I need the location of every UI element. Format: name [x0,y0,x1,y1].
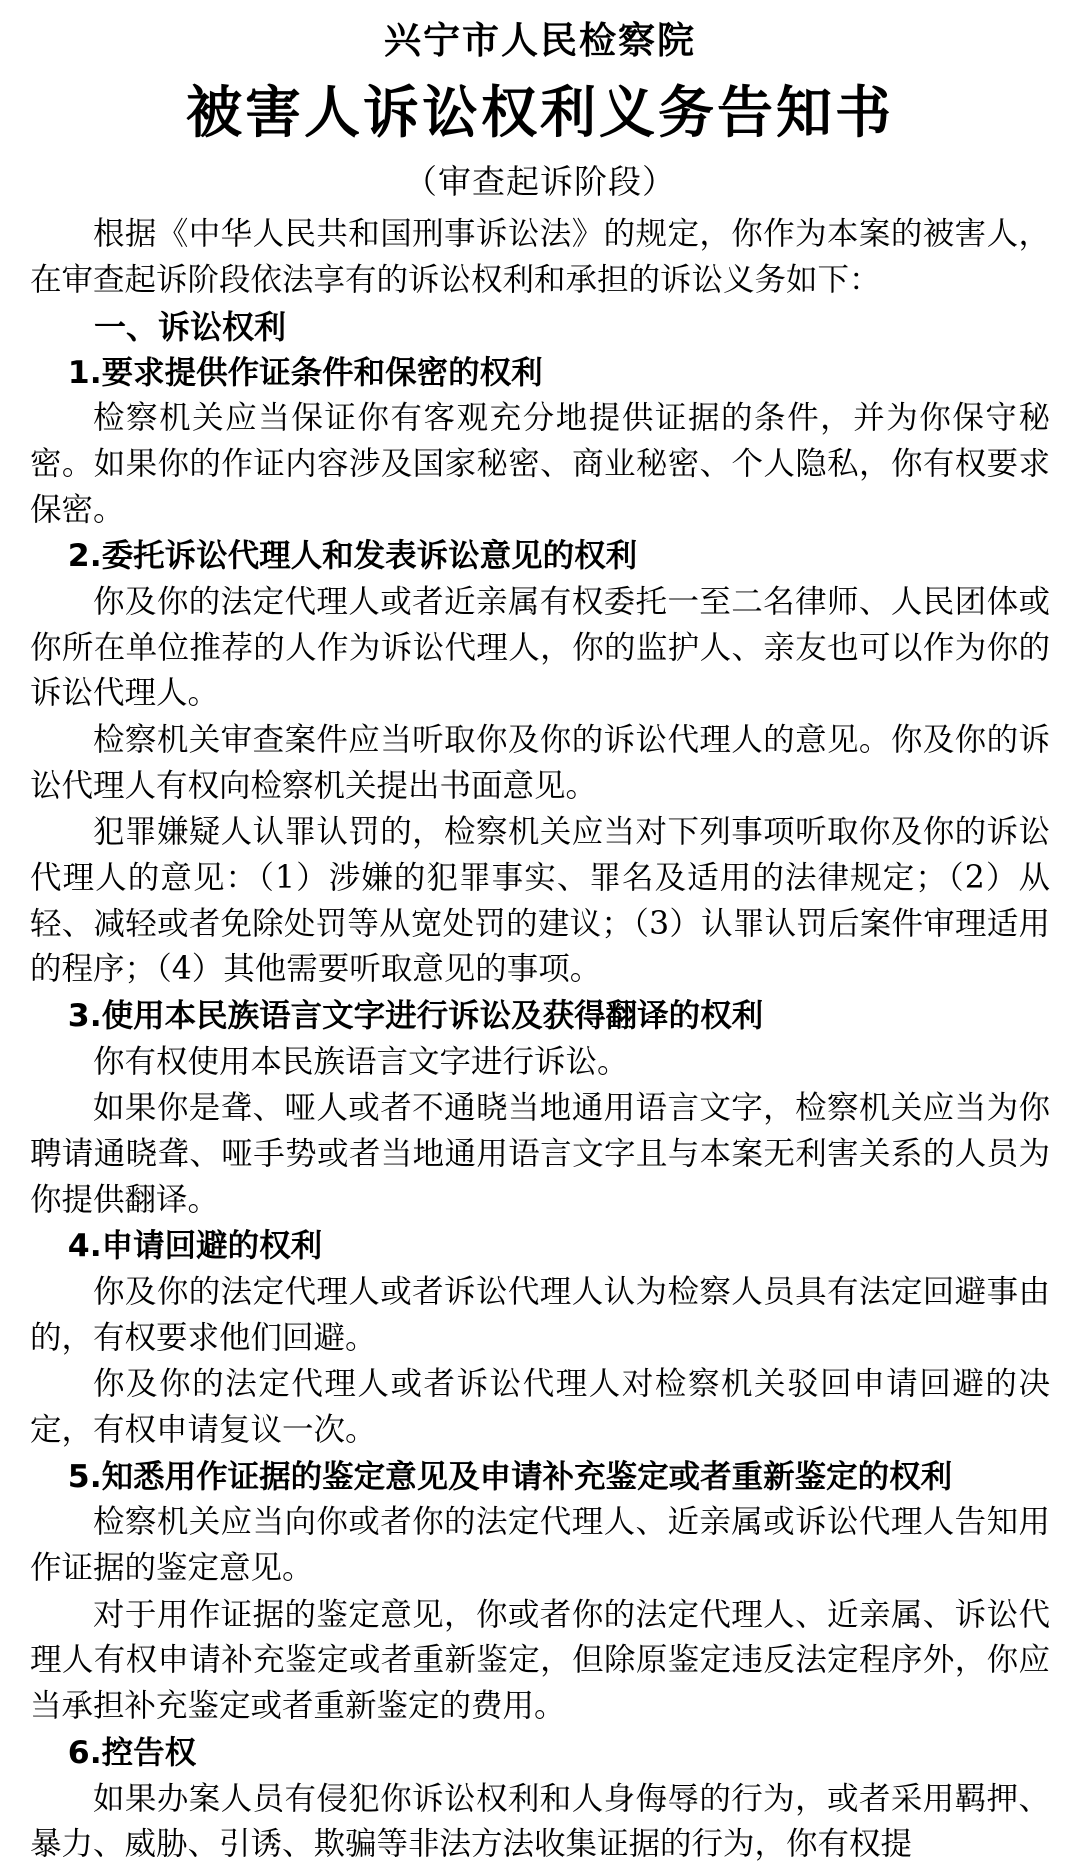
document-title: 被害人诉讼权利义务告知书 [186,81,894,147]
item-5-paragraph-1: 检察机关应当向你或者你的法定代理人、近亲属或诉讼代理人告知用作证据的鉴定意见。 [30,1504,1050,1587]
item-heading-2: 2.委托诉讼代理人和发表诉讼意见的权利 [67,538,638,575]
item-heading-5: 5.知悉用作证据的鉴定意见及申请补充鉴定或者重新鉴定的权利 [67,1458,953,1495]
preamble-paragraph: 根据《中华人民共和国刑事诉讼法》的规定，你作为本案的被害人，在审查起诉阶段依法享有的诉讼权利和承担的诉讼义务如下： [30,215,1050,298]
organization-title: 兴宁市人民检察院 [384,19,696,62]
item-3-paragraph-2: 如果你是聋、哑人或者不通晓当地通用语言文字，检察机关应当为你聘请通晓聋、哑手势或者当地通用语言文字且与本案无利害关系的人员为你提供翻译。 [30,1090,1050,1218]
item-1-paragraph-1: 检察机关应当保证你有客观充分地提供证据的条件，并为你保守秘密。如果你的作证内容涉及国家秘密、商业秘密、个人隐私，你有权要求保密。 [30,400,1050,528]
item-2-paragraph-3: 犯罪嫌疑人认罪认罚的，检察机关应当对下列事项听取你及你的诉讼代理人的意见：（1）涉嫌的犯罪事实、罪名及适用的法律规定；（2）从轻、减轻或者免除处罚等从宽处罚的建议；（3）认罪认罚后案件审理适用的程序；（4）其他需要听取意见的事项。 [30,814,1050,988]
item-3-paragraph-1: 你有权使用本民族语言文字进行诉讼。 [93,1043,629,1080]
item-heading-3: 3.使用本民族语言文字进行诉讼及获得翻译的权利 [67,998,764,1035]
document-subtitle: （审查起诉阶段） [404,162,676,202]
item-4-paragraph-1: 你及你的法定代理人或者诉讼代理人认为检察人员具有法定回避事由的，有权要求他们回避。 [30,1274,1050,1356]
item-heading-4: 4.申请回避的权利 [67,1228,323,1265]
item-6-paragraph-1: 如果办案人员有侵犯你诉讼权利和人身侮辱的行为，或者采用羁押、暴力、威胁、引诱、欺骗等非法方法收集证据的行为，你有权提 [30,1780,1050,1863]
item-4-paragraph-2: 你及你的法定代理人或者诉讼代理人对检察机关驳回申请回避的决定，有权申请复议一次。 [30,1366,1050,1449]
item-2-paragraph-1: 你及你的法定代理人或者近亲属有权委托一至二名律师、人民团体或你所在单位推荐的人作为诉讼代理人，你的监护人、亲友也可以作为你的诉讼代理人。 [30,584,1050,712]
item-heading-1: 1.要求提供作证条件和保密的权利 [67,354,543,391]
section-heading-rights: 一、诉讼权利 [94,308,287,347]
item-heading-6: 6.控告权 [67,1734,197,1771]
item-2-paragraph-2: 检察机关审查案件应当听取你及你的诉讼代理人的意见。你及你的诉讼代理人有权向检察机关提出书面意见。 [30,722,1050,804]
item-5-paragraph-2: 对于用作证据的鉴定意见，你或者你的法定代理人、近亲属、诉讼代理人有权申请补充鉴定或者重新鉴定，但除原鉴定违反法定程序外，你应当承担补充鉴定或者重新鉴定的费用。 [30,1596,1050,1725]
